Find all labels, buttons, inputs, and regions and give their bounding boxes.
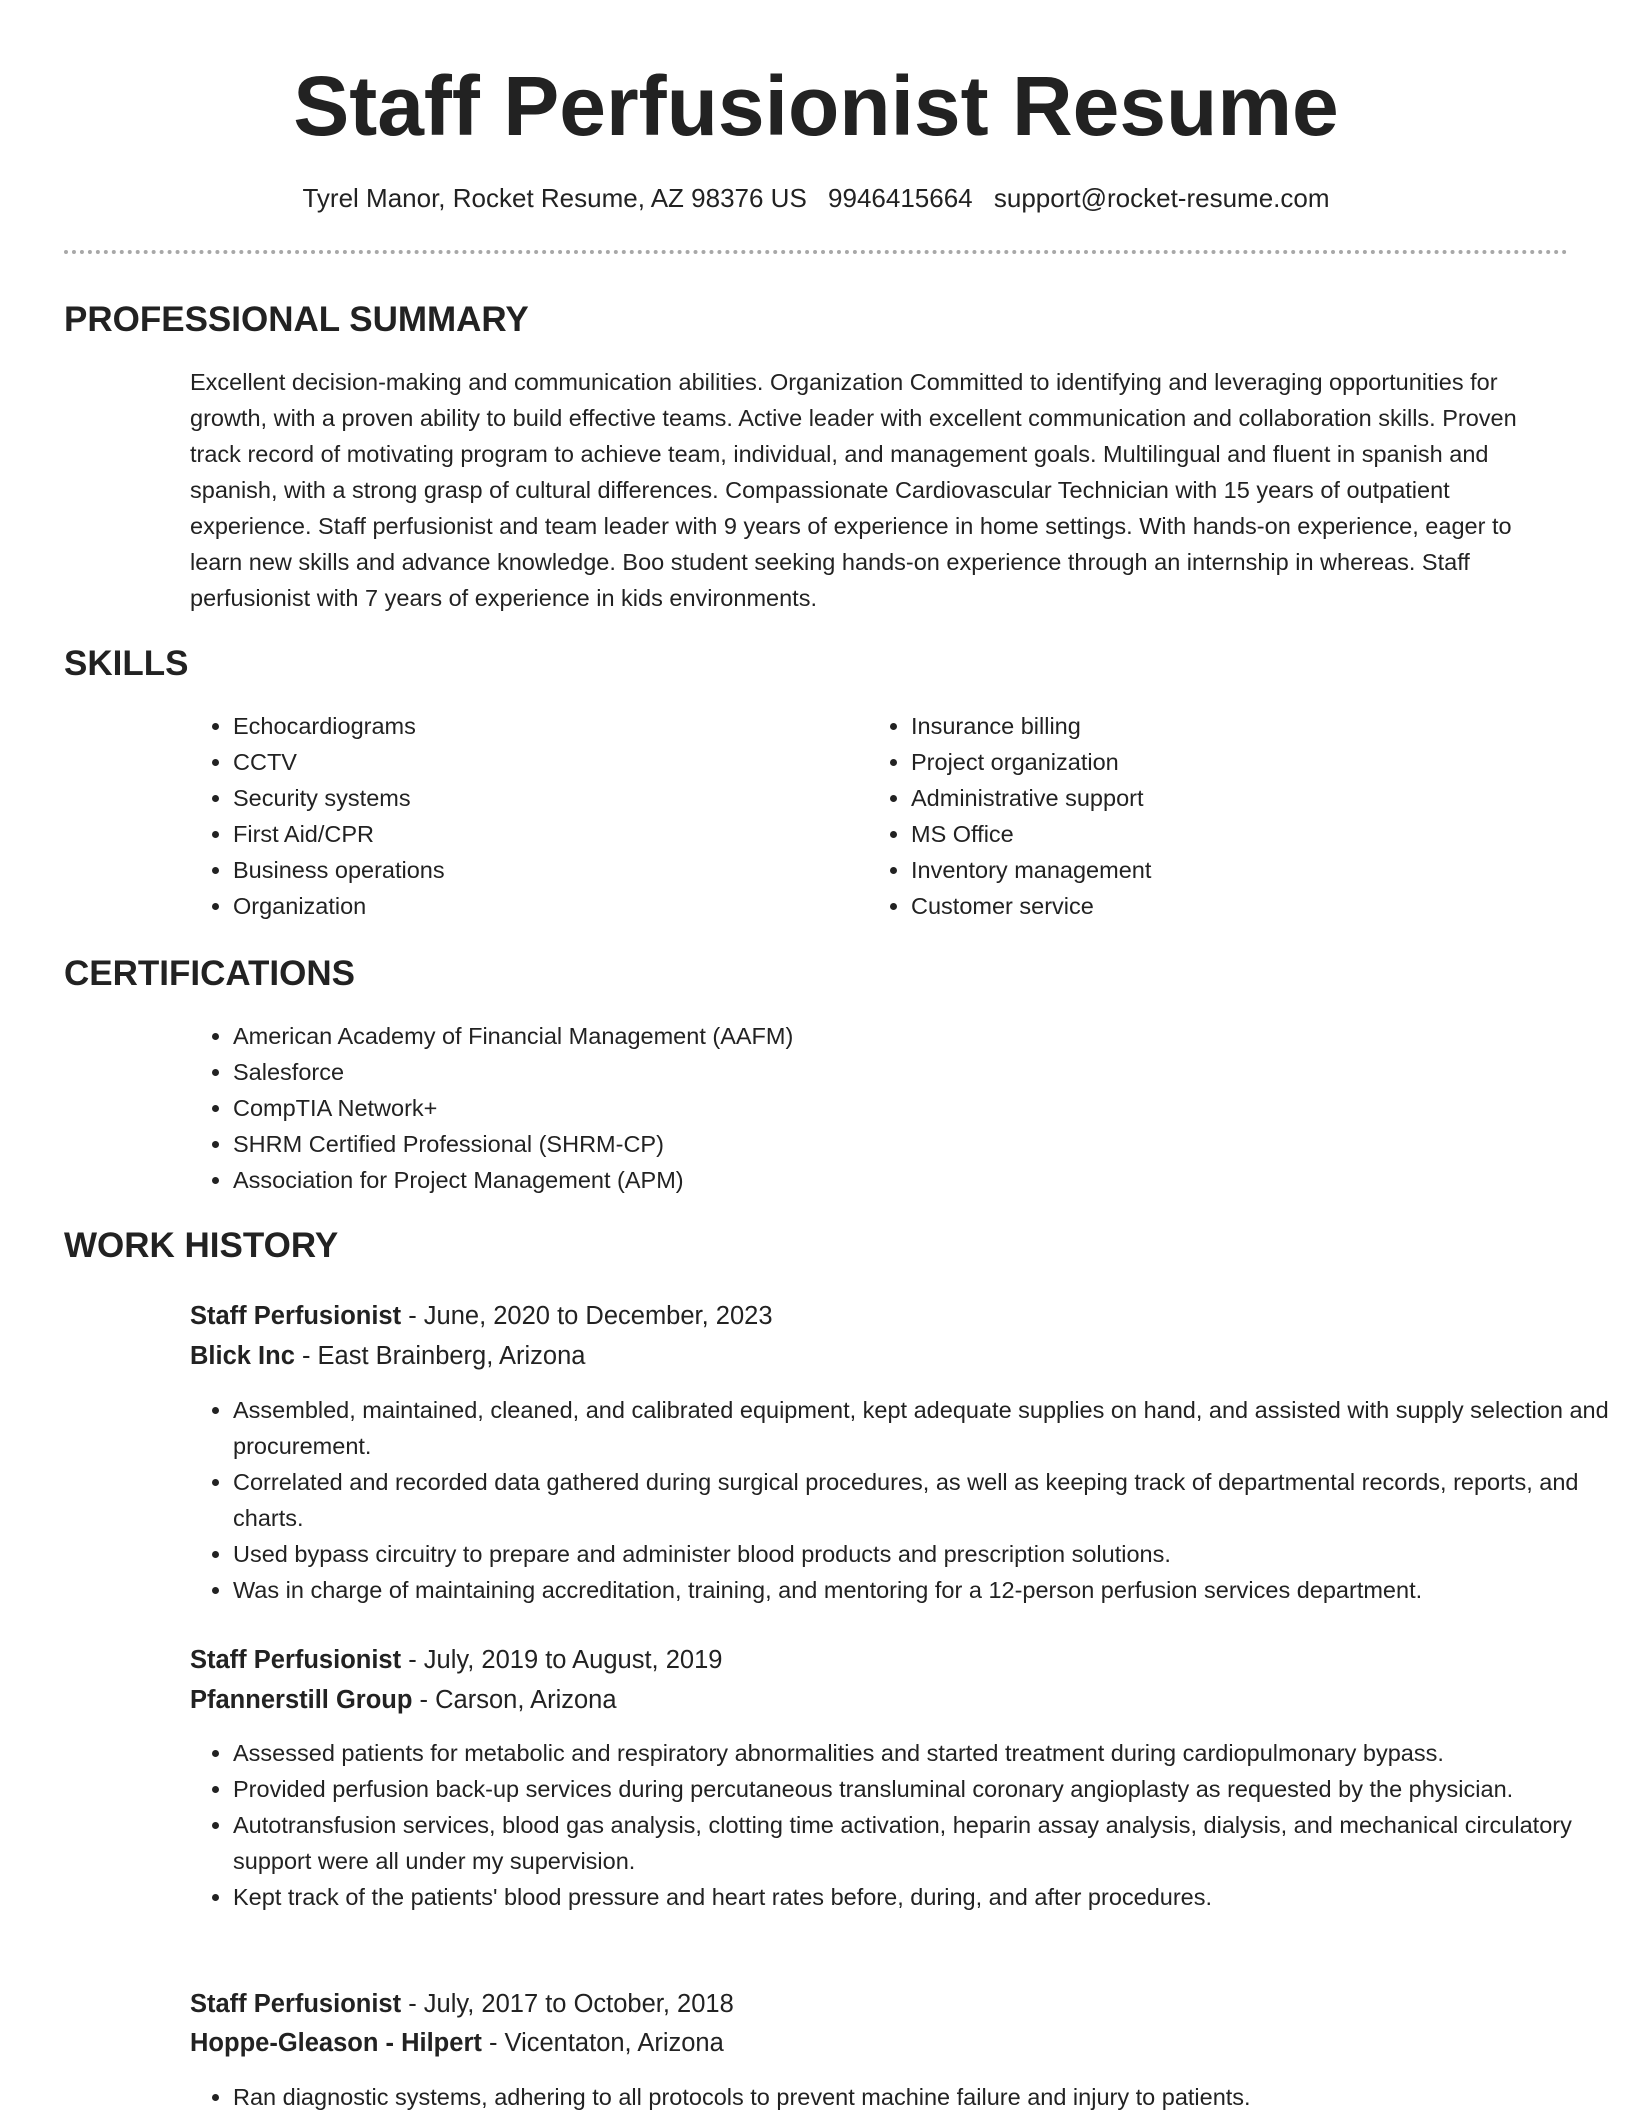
job-bullets [190,1392,1613,1608]
contact-email: support@rocket-resume.com [993,183,1330,213]
job-title: Staff Perfusionist [190,1646,402,1674]
skill-item: • Project organization [911,744,1551,780]
job-title-line [190,1642,722,1678]
job-bullet: • Autotransfusion services, blood gas analysis, clotting time activation, heparin assay analysis, dialysis, and mechanical circulatory support were all under my supervision. [233,1807,1613,1879]
job-company-line [190,2025,724,2061]
skills-list-left [190,708,853,924]
job-company: Hoppe-Gleason - Hilpert [190,2029,482,2057]
job-bullet: • Provided perfusion back-up services during percutaneous transluminal coronary angioplasty as requested by the physician. [233,1771,1613,1807]
section-title-skills: SKILLS [64,644,189,683]
job-dates: - July, 2019 to August, 2019 [401,1646,723,1674]
job-bullet: • Correlated and recorded data gathered during surgical procedures, as well as keeping track of departmental records, reports, and charts. [233,1464,1613,1536]
job-bullet: • Kept track of the patients' blood pressure and heart rates before, during, and after procedures. [233,1879,1613,1915]
job-company: Blick Inc [190,1342,295,1370]
skill-item: • Inventory management [911,852,1551,888]
section-title-work-history: WORK HISTORY [64,1226,339,1265]
job-bullet: • Ran diagnostic systems, adhering to all protocols to prevent machine failure and injury to patients. [233,2079,1613,2115]
section-title-certifications: CERTIFICATIONS [64,954,356,993]
skill-item: • Security systems [233,780,853,816]
job-company-line [190,1338,585,1374]
job-company-line [190,1682,617,1718]
skill-item: • Insurance billing [911,708,1551,744]
job-bullets [190,2079,1613,2115]
job-dates: - June, 2020 to December, 2023 [401,1302,773,1330]
skill-item: • MS Office [911,816,1551,852]
summary-text: Excellent decision-making and communication abilities. Organization Committed to identifying and leveraging opportunities for growth, with a proven ability to build effective teams. Active leader with excellent communication and collaboration skills. Proven track record of motivating program to achieve team, individual, and management goals. Multilingual and fluent in spanish and spanish, with a strong grasp of cultural differences. Compassionate Cardiovascular Technician with 15 years of outpatient experience. Staff perfusionist and team leader with 9 years of experience in home settings. With hands-on experience, eager to learn new skills and advance knowledge. Boo student seeking hands-on experience through an internship in whereas. Staff perfusionist with 7 years of experience in kids environments. [190,369,1517,611]
certification-item: • American Academy of Financial Management (AAFM) [233,1018,1533,1054]
skill-item: • First Aid/CPR [233,816,853,852]
skill-item: • Business operations [233,852,853,888]
skill-item: • Administrative support [911,780,1551,816]
skill-item: • Organization [233,888,853,924]
job-bullet: • Was in charge of maintaining accreditation, training, and mentoring for a 12-person perfusion services department. [233,1572,1613,1608]
job-bullet: • Assessed patients for metabolic and respiratory abnormalities and started treatment during cardiopulmonary bypass. [233,1735,1613,1771]
job-title: Staff Perfusionist [190,1990,402,2018]
job-dates: - July, 2017 to October, 2018 [401,1990,734,2018]
contact-line [0,180,1632,216]
header-divider [64,250,1568,254]
certification-item: • Salesforce [233,1054,1533,1090]
job-location: - Carson, Arizona [412,1686,617,1714]
skill-item: • Customer service [911,888,1551,924]
job-title: Staff Perfusionist [190,1302,402,1330]
job-location: - East Brainberg, Arizona [294,1342,586,1370]
job-title-line [190,1986,734,2022]
skill-item: • Echocardiograms [233,708,853,744]
contact-address: Tyrel Manor, Rocket Resume, AZ 98376 US [302,183,807,213]
certification-item: • CompTIA Network+ [233,1090,1533,1126]
job-bullet: • Used bypass circuitry to prepare and administer blood products and prescription solutions. [233,1536,1613,1572]
job-location: - Vicentaton, Arizona [481,2029,724,2057]
resume-title: Staff Perfusionist Resume [293,59,1339,153]
skills-list-right [868,708,1551,924]
certification-item: • SHRM Certified Professional (SHRM-CP) [233,1126,1533,1162]
skill-item: • CCTV [233,744,853,780]
certification-item: • Association for Project Management (APM) [233,1162,1533,1198]
contact-phone: 9946415664 [828,183,973,213]
job-bullet: • Assembled, maintained, cleaned, and calibrated equipment, kept adequate supplies on hand, and assisted with supply selection and procurement. [233,1392,1613,1464]
section-title-summary: PROFESSIONAL SUMMARY [64,300,529,339]
job-title-line [190,1298,773,1334]
job-bullets [190,1735,1613,1915]
certifications-list [190,1018,1533,1198]
job-company: Pfannerstill Group [190,1686,413,1714]
